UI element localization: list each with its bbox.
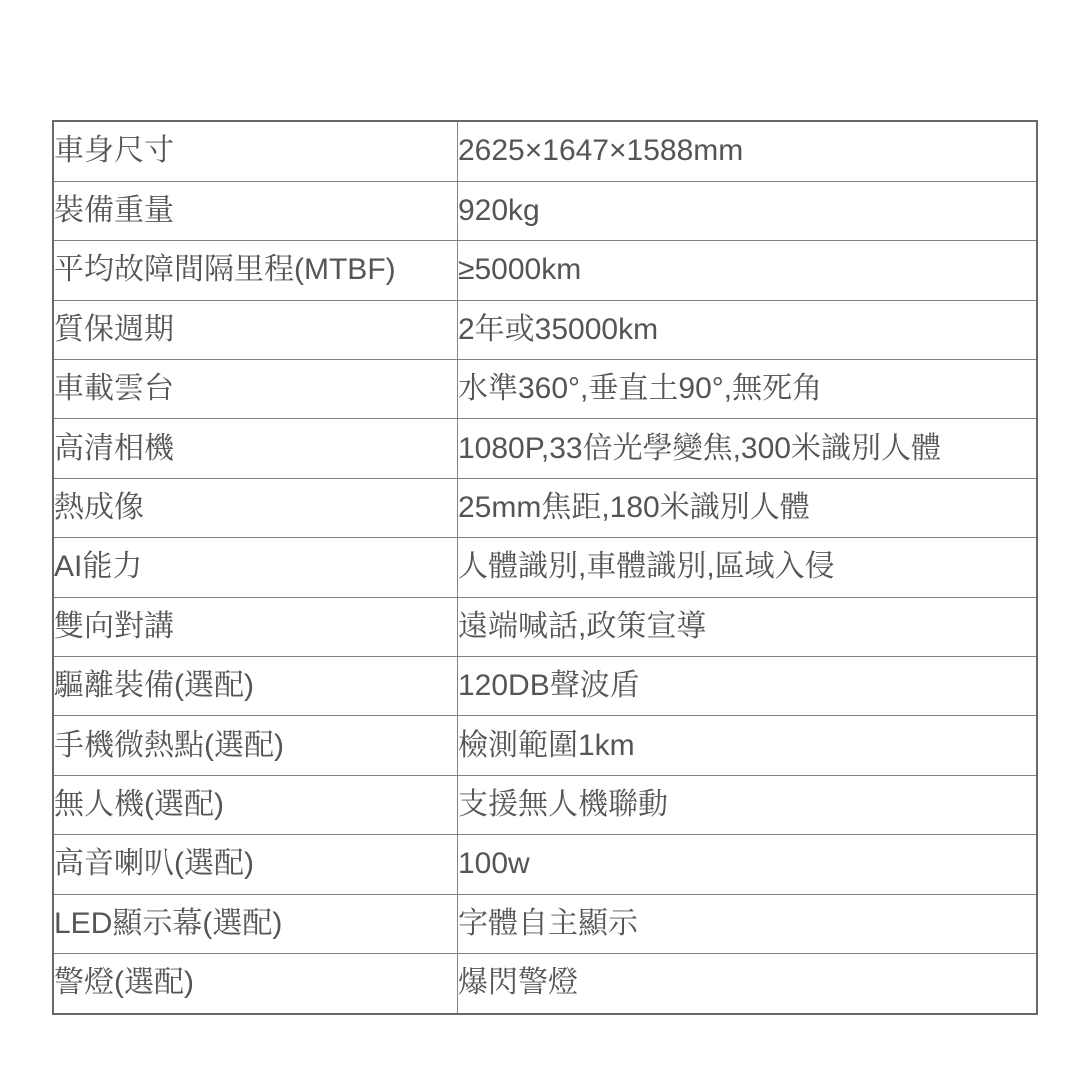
table-row [53,121,1037,181]
spec-value: 100w [458,835,1038,894]
spec-label: 高清相機 [53,419,458,478]
table-row [53,716,1037,775]
spec-value: 人體識別,車體識別,區域入侵 [458,538,1038,597]
spec-label: 質保週期 [53,300,458,359]
spec-value: 支援無人機聯動 [458,775,1038,834]
spec-label: AI能力 [53,538,458,597]
spec-table-body [53,121,1037,1014]
spec-value: 水準360°,垂直土90°,無死角 [458,360,1038,419]
table-row [53,597,1037,656]
table-row [53,419,1037,478]
table-row [53,181,1037,240]
spec-value: 2625×1647×1588mm [458,121,1038,181]
spec-label: 熱成像 [53,478,458,537]
spec-value: 120DB聲波盾 [458,656,1038,715]
spec-label: 手機微熱點(選配) [53,716,458,775]
spec-value: 檢測範圍1km [458,716,1038,775]
spec-label: 車身尺寸 [53,121,458,181]
spec-label: 雙向對講 [53,597,458,656]
spec-label: 裝備重量 [53,181,458,240]
spec-label: 高音喇叭(選配) [53,835,458,894]
table-row [53,300,1037,359]
table-row [53,835,1037,894]
spec-label: 平均故障間隔里程(MTBF) [53,241,458,300]
table-row [53,538,1037,597]
spec-value: 1080P,33倍光學變焦,300米識別人體 [458,419,1038,478]
spec-label: 驅離裝備(選配) [53,656,458,715]
spec-label: 車載雲台 [53,360,458,419]
spec-label: 無人機(選配) [53,775,458,834]
spec-value: 遠端喊話,政策宣導 [458,597,1038,656]
spec-label: 警燈(選配) [53,953,458,1014]
table-row [53,241,1037,300]
spec-value: 字體自主顯示 [458,894,1038,953]
table-row [53,360,1037,419]
spec-value: 爆閃警燈 [458,953,1038,1014]
table-row [53,894,1037,953]
spec-value: ≥5000km [458,241,1038,300]
table-row [53,656,1037,715]
table-row [53,775,1037,834]
table-row [53,953,1037,1014]
table-row [53,478,1037,537]
spec-value: 920kg [458,181,1038,240]
spec-label: LED顯示幕(選配) [53,894,458,953]
spec-table [52,120,1038,1015]
spec-value: 25mm焦距,180米識別人體 [458,478,1038,537]
spec-value: 2年或35000km [458,300,1038,359]
